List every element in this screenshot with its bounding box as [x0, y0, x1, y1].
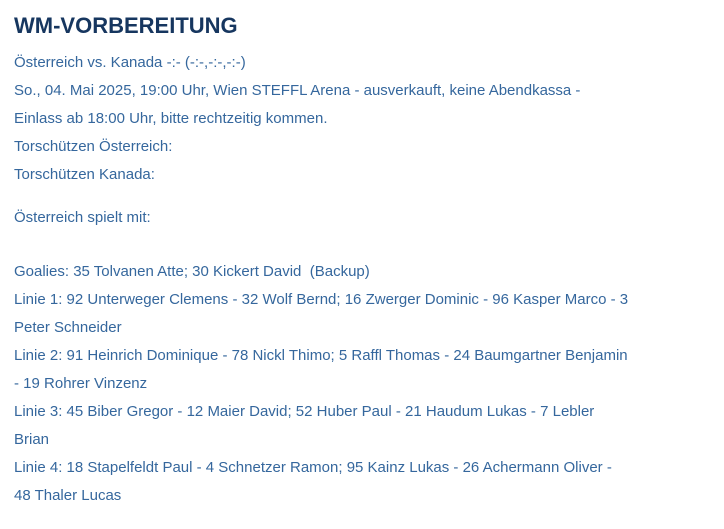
- match-score-line: Österreich vs. Kanada -:- (-:-,-:-,-:-): [14, 54, 246, 71]
- line2-row-wrap: - 19 Rohrer Vinzenz: [14, 375, 148, 392]
- lineup-heading: [14, 204, 710, 232]
- line4-row: Linie 4: 18 Stapelfeldt Paul - 4 Schnetzer Ramon; 95 Kainz Lukas - 26 Achermann Oliver -: [14, 459, 612, 476]
- lineup-paragraph: [14, 258, 710, 510]
- match-date-venue-line: So., 04. Mai 2025, 19:00 Uhr, Wien STEFFL Arena - ausverkauft, keine Abendkassa -: [14, 82, 581, 99]
- match-entry-line: Einlass ab 18:00 Uhr, bitte rechtzeitig kommen.: [14, 110, 328, 127]
- line2-row: Linie 2: 91 Heinrich Dominique - 78 Nickl Thimo; 5 Raffl Thomas - 24 Baumgartner Benjamin: [14, 347, 628, 364]
- match-info-paragraph: [14, 49, 710, 189]
- line4-row-wrap: 48 Thaler Lucas: [14, 487, 122, 504]
- scorers-canada-line: Torschützen Kanada:: [14, 166, 155, 183]
- line3-row-wrap: Brian: [14, 431, 50, 448]
- article-page: [0, 11, 724, 510]
- goalies-line: Goalies: 35 Tolvanen Atte; 30 Kickert David (Backup): [14, 263, 370, 280]
- line3-row: Linie 3: 45 Biber Gregor - 12 Maier David; 52 Huber Paul - 21 Haudum Lukas - 7 Lebler: [14, 403, 595, 420]
- scorers-austria-line: Torschützen Österreich:: [14, 138, 173, 155]
- line1-row-wrap: Peter Schneider: [14, 319, 122, 336]
- article-title: WM-VORBEREITUNG: [14, 13, 238, 38]
- line1-row: Linie 1: 92 Unterweger Clemens - 32 Wolf Bernd; 16 Zwerger Dominic - 96 Kasper Marco - 3: [14, 291, 629, 308]
- lineup-heading-line: Österreich spielt mit:: [14, 209, 151, 226]
